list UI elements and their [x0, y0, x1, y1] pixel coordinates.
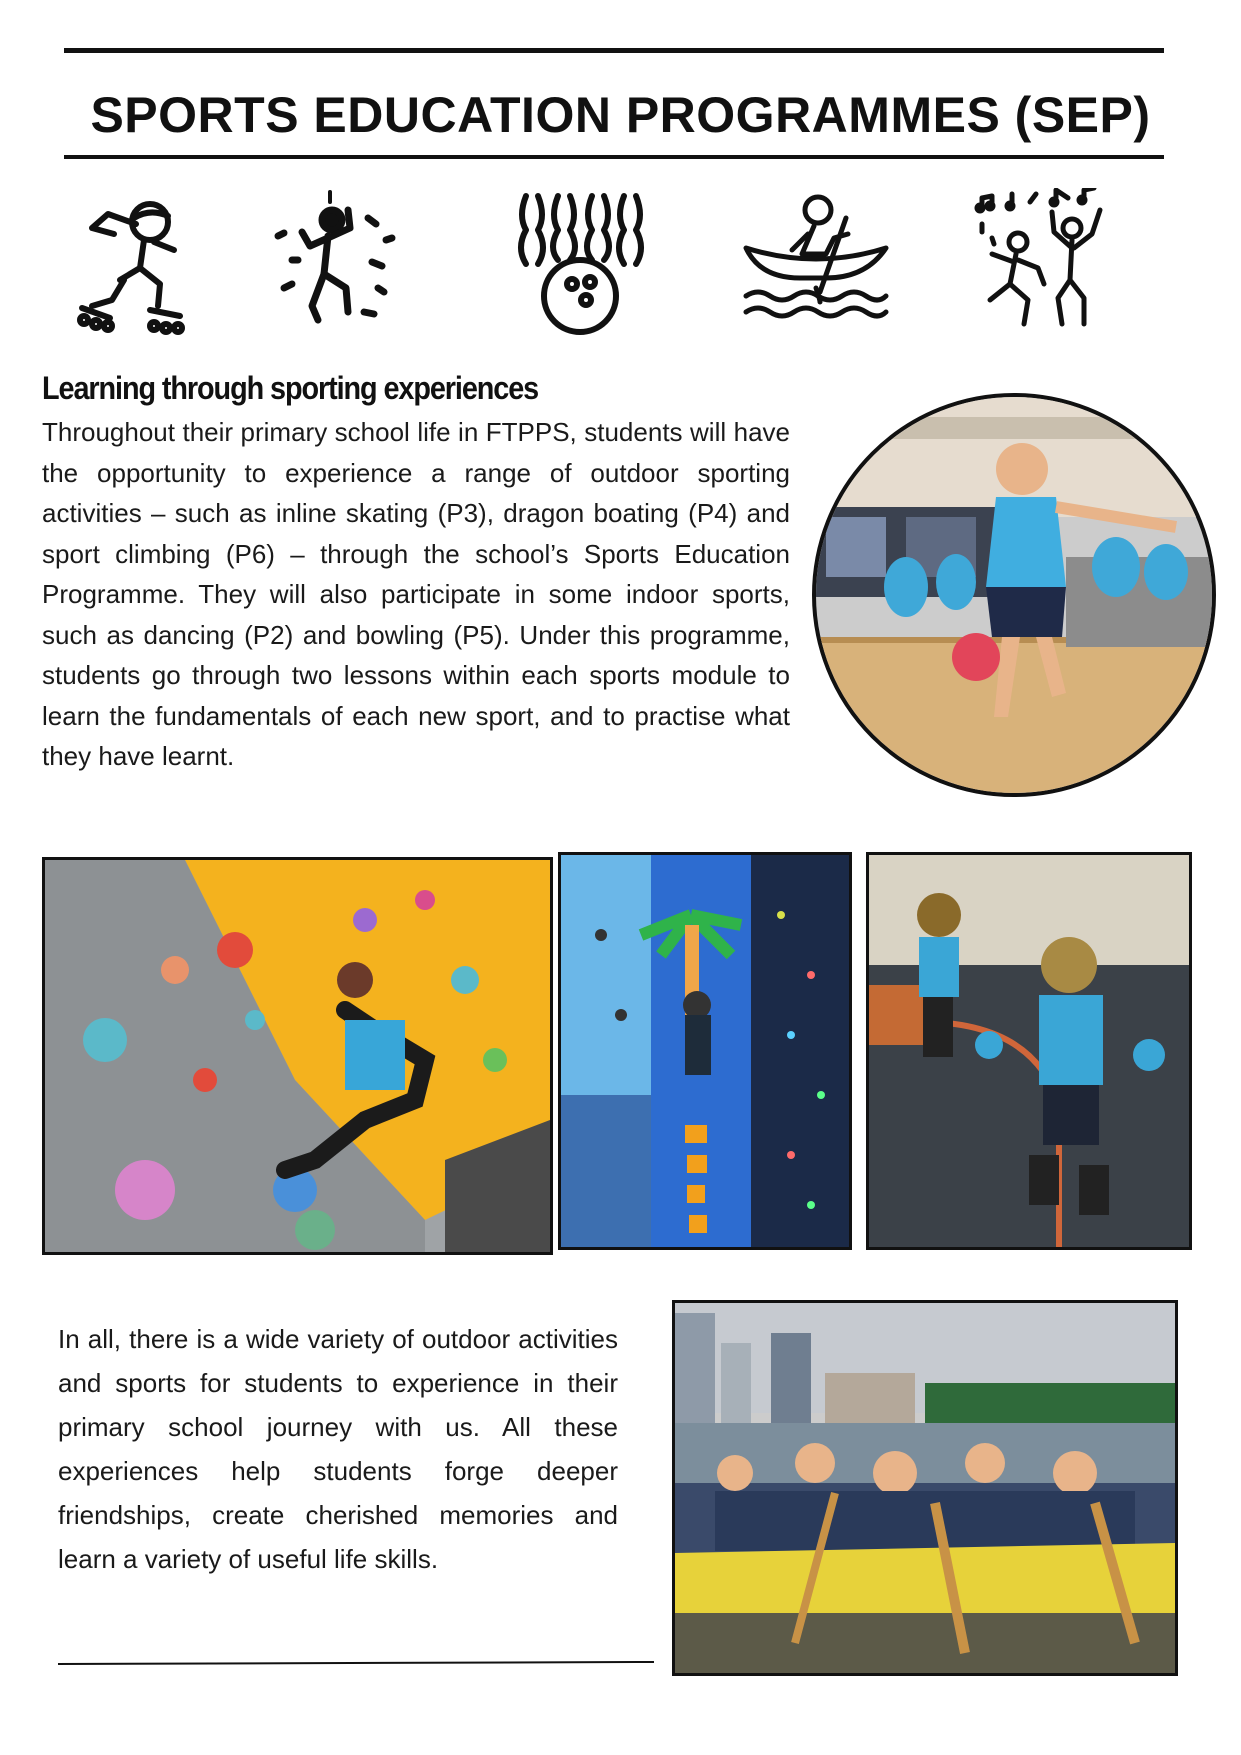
- top-rule: [64, 48, 1164, 53]
- student-wall-climbing-photo: [558, 852, 852, 1250]
- closing-paragraph: In all, there is a wide variety of outdoor activities and sports for students to experience in their primary school journey with us. All these experiences help students forge deeper friendships, create cherished memories and learn a variety of useful life skills.: [58, 1324, 618, 1574]
- bowling-pins-icon: [506, 188, 656, 338]
- page-title: SPORTS EDUCATION PROGRAMMES (SEP): [90, 87, 1151, 143]
- students-inline-skating-photo: [866, 852, 1192, 1250]
- dragon-boat-rower-icon: [740, 188, 890, 338]
- students-dragon-boating-photo: [672, 1300, 1178, 1676]
- rock-climber-icon: [268, 188, 418, 338]
- intro-paragraph: Throughout their primary school life in FTPPS, students will have the opportunity to experience a range of outdoor sporting activities – such as inline skating (P3), dragon boating (P4) and sport climbing (P6) – through the school’s Sports Education Programme. They will also participate in some indoor sports, such as dancing (P2) and bowling (P5). Under this programme, students go through two lessons within each sports module to learn the fundamentals of each new sport, and to practise what they have learnt.: [42, 417, 790, 771]
- inline-skater-icon: [62, 188, 212, 338]
- title-underline-rule: [64, 155, 1164, 159]
- dancers-icon: [972, 188, 1122, 338]
- section-heading: Learning through sporting experiences: [42, 370, 539, 406]
- bottom-divider-line: [58, 1661, 654, 1665]
- student-bowling-photo: [812, 393, 1216, 797]
- student-bouldering-photo: [42, 857, 553, 1255]
